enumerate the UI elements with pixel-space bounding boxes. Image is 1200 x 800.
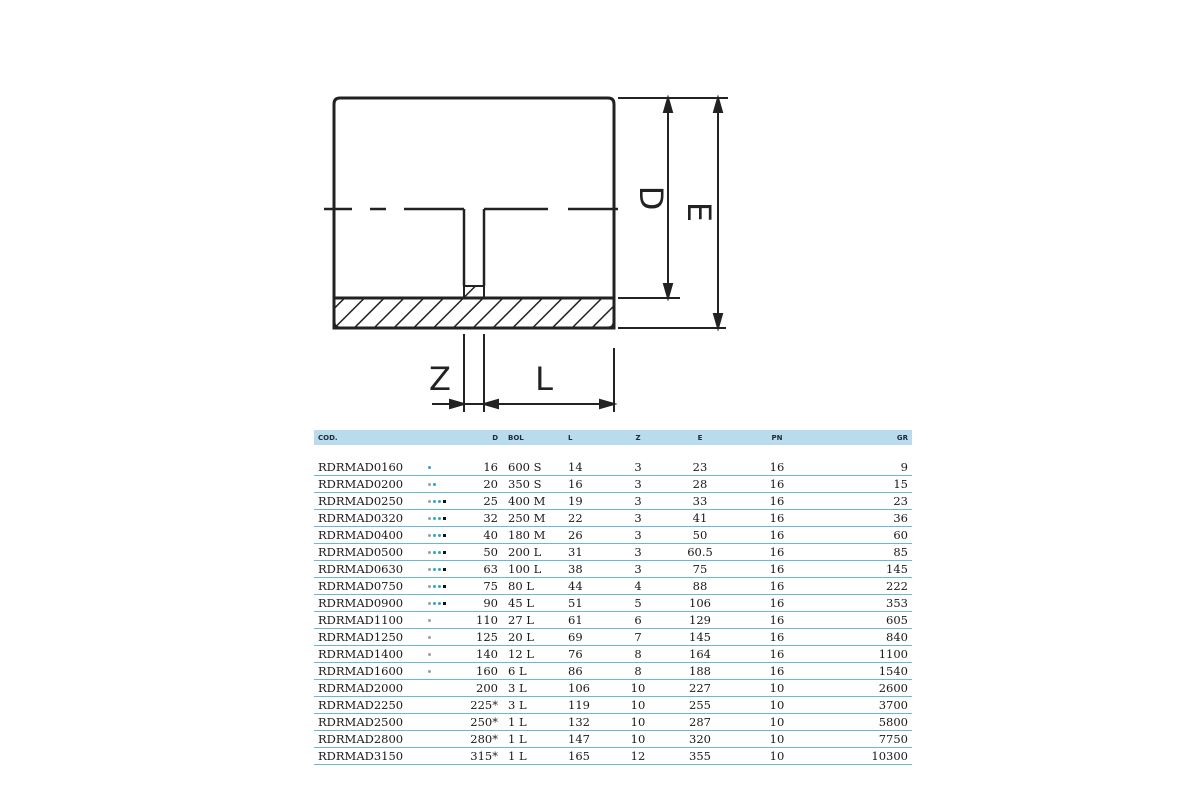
availability-marker-icon: [443, 500, 446, 503]
cell-bol: 400 M: [500, 493, 562, 510]
table-row: [314, 510, 912, 527]
availability-marker-icon: [428, 551, 431, 554]
col-header-z: Z: [616, 430, 660, 445]
cell-pn: 10: [740, 748, 814, 765]
cell-d: 75: [466, 578, 500, 595]
availability-marker-icon: [428, 602, 431, 605]
dimension-label-z: Z: [429, 360, 451, 398]
cell-code: RDRMAD3150: [314, 748, 426, 765]
cell-d: 63: [466, 561, 500, 578]
table-body: [314, 445, 912, 765]
cell-e: 75: [660, 561, 740, 578]
cell-gr: 85: [814, 544, 912, 561]
cell-markers: [426, 510, 466, 527]
cell-bol: 250 M: [500, 510, 562, 527]
table-header-row: [314, 430, 912, 445]
cell-d: 16: [466, 459, 500, 476]
cell-l: 69: [562, 629, 616, 646]
cell-d: 90: [466, 595, 500, 612]
table-row: [314, 663, 912, 680]
cell-z: 8: [616, 663, 660, 680]
cell-code: RDRMAD0400: [314, 527, 426, 544]
availability-marker-icon: [428, 534, 431, 537]
cell-pn: 16: [740, 493, 814, 510]
cell-d: 40: [466, 527, 500, 544]
cell-gr: 353: [814, 595, 912, 612]
cell-e: 164: [660, 646, 740, 663]
availability-marker-icon: [428, 517, 431, 520]
col-header-cod: COD.: [314, 430, 426, 445]
cell-d: 250*: [466, 714, 500, 731]
cell-code: RDRMAD0900: [314, 595, 426, 612]
availability-marker-icon: [443, 568, 446, 571]
availability-marker-icon: [443, 551, 446, 554]
cell-d: 140: [466, 646, 500, 663]
table-row: [314, 544, 912, 561]
cell-pn: 16: [740, 510, 814, 527]
cell-markers: [426, 544, 466, 561]
cell-d: 280*: [466, 731, 500, 748]
cell-e: 50: [660, 527, 740, 544]
availability-marker-icon: [428, 568, 431, 571]
cell-d: 315*: [466, 748, 500, 765]
cell-bol: 80 L: [500, 578, 562, 595]
cell-code: RDRMAD0320: [314, 510, 426, 527]
availability-marker-icon: [438, 602, 441, 605]
table-row: [314, 714, 912, 731]
cell-pn: 10: [740, 731, 814, 748]
table-row: [314, 629, 912, 646]
cell-code: RDRMAD0200: [314, 476, 426, 493]
availability-marker-icon: [438, 534, 441, 537]
availability-marker-icon: [433, 602, 436, 605]
col-header-markers: [426, 430, 466, 445]
cell-bol: 1 L: [500, 748, 562, 765]
cell-code: RDRMAD1100: [314, 612, 426, 629]
cell-pn: 16: [740, 561, 814, 578]
cell-l: 26: [562, 527, 616, 544]
table-row: [314, 748, 912, 765]
cell-markers: [426, 629, 466, 646]
coupling-technical-drawing: [318, 86, 738, 416]
table-row: [314, 578, 912, 595]
cell-gr: 9: [814, 459, 912, 476]
cell-e: 41: [660, 510, 740, 527]
coupling-section-svg: [318, 86, 738, 416]
cell-markers: [426, 748, 466, 765]
cell-code: RDRMAD2500: [314, 714, 426, 731]
cell-l: 38: [562, 561, 616, 578]
cell-l: 14: [562, 459, 616, 476]
cell-z: 3: [616, 476, 660, 493]
cell-z: 3: [616, 493, 660, 510]
cell-code: RDRMAD1400: [314, 646, 426, 663]
cell-pn: 16: [740, 578, 814, 595]
availability-marker-icon: [443, 585, 446, 588]
cell-markers: [426, 493, 466, 510]
dimension-label-l: L: [535, 360, 553, 398]
dimension-label-e: E: [680, 201, 718, 223]
cell-l: 106: [562, 680, 616, 697]
availability-marker-icon: [433, 568, 436, 571]
cell-e: 28: [660, 476, 740, 493]
cell-gr: 23: [814, 493, 912, 510]
cell-code: RDRMAD1600: [314, 663, 426, 680]
cell-gr: 222: [814, 578, 912, 595]
cell-markers: [426, 731, 466, 748]
cell-pn: 10: [740, 697, 814, 714]
cell-pn: 16: [740, 629, 814, 646]
table-row: [314, 561, 912, 578]
table-row: [314, 697, 912, 714]
cell-bol: 350 S: [500, 476, 562, 493]
cell-z: 10: [616, 714, 660, 731]
table-row: [314, 731, 912, 748]
cell-code: RDRMAD0250: [314, 493, 426, 510]
cell-bol: 1 L: [500, 731, 562, 748]
cell-gr: 36: [814, 510, 912, 527]
cell-l: 44: [562, 578, 616, 595]
cell-e: 60.5: [660, 544, 740, 561]
cell-e: 106: [660, 595, 740, 612]
table-row: [314, 595, 912, 612]
cell-code: RDRMAD1250: [314, 629, 426, 646]
cell-gr: 10300: [814, 748, 912, 765]
cell-e: 188: [660, 663, 740, 680]
dimension-label-d: D: [632, 185, 670, 211]
cell-gr: 5800: [814, 714, 912, 731]
cell-markers: [426, 646, 466, 663]
cell-gr: 1540: [814, 663, 912, 680]
cell-d: 200: [466, 680, 500, 697]
availability-marker-icon: [428, 636, 431, 639]
cell-l: 147: [562, 731, 616, 748]
cell-z: 3: [616, 459, 660, 476]
col-header-d: D: [466, 430, 500, 445]
availability-marker-icon: [443, 602, 446, 605]
cell-d: 32: [466, 510, 500, 527]
cell-z: 3: [616, 527, 660, 544]
cell-gr: 15: [814, 476, 912, 493]
cell-gr: 2600: [814, 680, 912, 697]
availability-marker-icon: [433, 500, 436, 503]
table-row: [314, 646, 912, 663]
col-header-e: E: [660, 430, 740, 445]
cell-z: 3: [616, 510, 660, 527]
availability-marker-icon: [428, 585, 431, 588]
cell-markers: [426, 663, 466, 680]
table-row: [314, 527, 912, 544]
cell-l: 119: [562, 697, 616, 714]
cell-e: 145: [660, 629, 740, 646]
cell-z: 12: [616, 748, 660, 765]
cell-code: RDRMAD0500: [314, 544, 426, 561]
cell-markers: [426, 680, 466, 697]
cell-pn: 10: [740, 714, 814, 731]
cell-bol: 27 L: [500, 612, 562, 629]
cell-z: 5: [616, 595, 660, 612]
cell-bol: 45 L: [500, 595, 562, 612]
cell-d: 25: [466, 493, 500, 510]
cell-l: 165: [562, 748, 616, 765]
table-spacer-row: [314, 445, 912, 459]
cell-code: RDRMAD2000: [314, 680, 426, 697]
availability-marker-icon: [438, 517, 441, 520]
cell-l: 19: [562, 493, 616, 510]
availability-marker-icon: [443, 517, 446, 520]
cell-pn: 16: [740, 527, 814, 544]
cell-z: 10: [616, 680, 660, 697]
cell-e: 129: [660, 612, 740, 629]
cell-pn: 16: [740, 663, 814, 680]
cell-code: RDRMAD0630: [314, 561, 426, 578]
availability-marker-icon: [443, 534, 446, 537]
cell-markers: [426, 714, 466, 731]
availability-marker-icon: [433, 517, 436, 520]
cell-gr: 3700: [814, 697, 912, 714]
cell-e: 255: [660, 697, 740, 714]
cell-e: 320: [660, 731, 740, 748]
cell-d: 50: [466, 544, 500, 561]
cell-l: 31: [562, 544, 616, 561]
availability-marker-icon: [428, 619, 431, 622]
cell-gr: 840: [814, 629, 912, 646]
availability-marker-icon: [428, 653, 431, 656]
availability-marker-icon: [428, 466, 431, 469]
col-header-l: L: [562, 430, 616, 445]
availability-marker-icon: [433, 534, 436, 537]
availability-marker-icon: [438, 568, 441, 571]
cell-d: 20: [466, 476, 500, 493]
availability-marker-icon: [433, 585, 436, 588]
cell-l: 61: [562, 612, 616, 629]
table-row: [314, 476, 912, 493]
cell-z: 4: [616, 578, 660, 595]
cell-pn: 16: [740, 476, 814, 493]
cell-code: RDRMAD0160: [314, 459, 426, 476]
cell-markers: [426, 561, 466, 578]
cell-code: RDRMAD2250: [314, 697, 426, 714]
cell-z: 6: [616, 612, 660, 629]
table-row: [314, 680, 912, 697]
cell-gr: 7750: [814, 731, 912, 748]
cell-e: 227: [660, 680, 740, 697]
availability-marker-icon: [433, 483, 436, 486]
availability-marker-icon: [428, 670, 431, 673]
cell-bol: 6 L: [500, 663, 562, 680]
cell-code: RDRMAD0750: [314, 578, 426, 595]
cell-z: 7: [616, 629, 660, 646]
cell-markers: [426, 527, 466, 544]
cell-l: 51: [562, 595, 616, 612]
cell-bol: 100 L: [500, 561, 562, 578]
cell-markers: [426, 697, 466, 714]
cell-bol: 3 L: [500, 680, 562, 697]
cell-pn: 16: [740, 459, 814, 476]
table-header: [314, 430, 912, 445]
cell-pn: 16: [740, 612, 814, 629]
wall-section-hatched: [334, 286, 614, 328]
availability-marker-icon: [433, 551, 436, 554]
cell-e: 88: [660, 578, 740, 595]
cell-bol: 180 M: [500, 527, 562, 544]
cell-bol: 1 L: [500, 714, 562, 731]
cell-bol: 3 L: [500, 697, 562, 714]
cell-bol: 600 S: [500, 459, 562, 476]
availability-marker-icon: [428, 500, 431, 503]
cell-e: 33: [660, 493, 740, 510]
cell-e: 23: [660, 459, 740, 476]
cell-pn: 16: [740, 595, 814, 612]
col-header-gr: GR: [814, 430, 912, 445]
cell-markers: [426, 459, 466, 476]
cell-gr: 1100: [814, 646, 912, 663]
table-row: [314, 493, 912, 510]
cell-e: 355: [660, 748, 740, 765]
cell-pn: 10: [740, 680, 814, 697]
cell-markers: [426, 578, 466, 595]
cell-e: 287: [660, 714, 740, 731]
cell-d: 225*: [466, 697, 500, 714]
cell-z: 10: [616, 731, 660, 748]
cell-pn: 16: [740, 544, 814, 561]
cell-bol: 200 L: [500, 544, 562, 561]
cell-z: 3: [616, 561, 660, 578]
cell-l: 86: [562, 663, 616, 680]
availability-marker-icon: [428, 483, 431, 486]
cell-z: 8: [616, 646, 660, 663]
cell-z: 10: [616, 697, 660, 714]
cell-code: RDRMAD2800: [314, 731, 426, 748]
table-row: [314, 612, 912, 629]
center-stop: [464, 209, 484, 286]
cell-l: 132: [562, 714, 616, 731]
cell-l: 76: [562, 646, 616, 663]
table-row: [314, 459, 912, 476]
cell-markers: [426, 612, 466, 629]
cell-bol: 20 L: [500, 629, 562, 646]
availability-marker-icon: [438, 500, 441, 503]
cell-gr: 145: [814, 561, 912, 578]
cell-d: 160: [466, 663, 500, 680]
dimension-z-l: [432, 334, 614, 412]
cell-pn: 16: [740, 646, 814, 663]
cell-markers: [426, 476, 466, 493]
cell-markers: [426, 595, 466, 612]
cell-z: 3: [616, 544, 660, 561]
availability-marker-icon: [438, 551, 441, 554]
col-header-pn: PN: [740, 430, 814, 445]
cell-gr: 60: [814, 527, 912, 544]
cell-l: 16: [562, 476, 616, 493]
col-header-bol: BOL: [500, 430, 562, 445]
cell-d: 110: [466, 612, 500, 629]
dimensions-table: [314, 430, 912, 765]
cell-bol: 12 L: [500, 646, 562, 663]
cell-d: 125: [466, 629, 500, 646]
cell-l: 22: [562, 510, 616, 527]
cell-gr: 605: [814, 612, 912, 629]
availability-marker-icon: [438, 585, 441, 588]
